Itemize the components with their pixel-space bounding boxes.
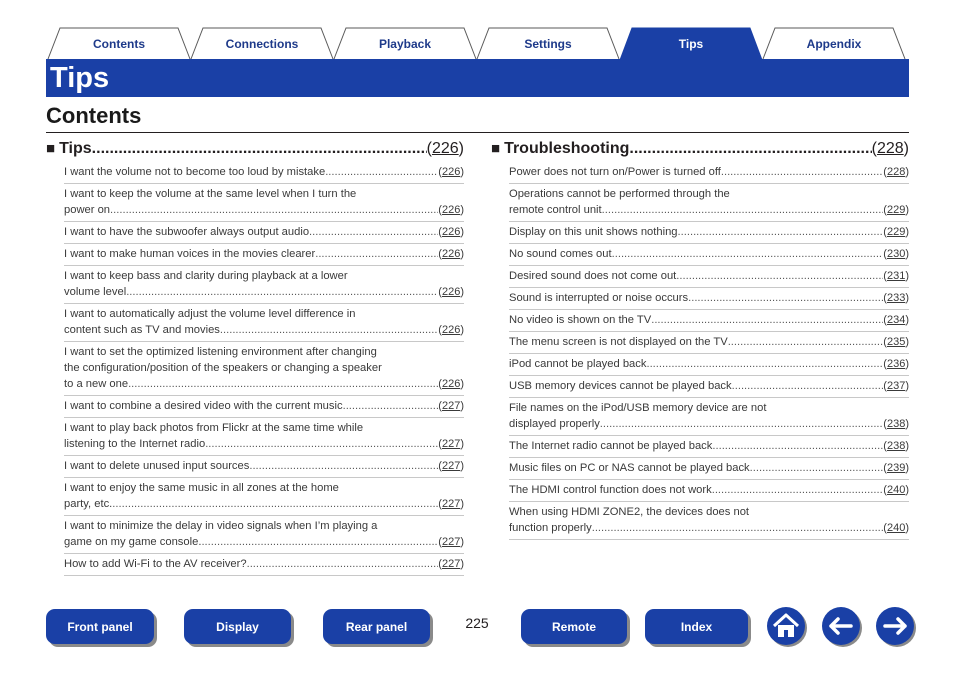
back-button[interactable] (822, 607, 860, 645)
toc-item-page-link[interactable]: (226) (438, 166, 464, 178)
toc-item-text: I want to keep bass and clarity during playback at a lower (64, 270, 348, 282)
toc-item-text: No sound comes out (509, 248, 612, 260)
tips-section-page[interactable]: (226) (426, 140, 464, 157)
leader-dots (651, 312, 883, 328)
troubleshooting-column (491, 140, 909, 540)
troubleshooting-section-page[interactable]: (228) (871, 140, 909, 157)
toc-item[interactable] (64, 478, 464, 516)
toc-item[interactable] (64, 244, 464, 266)
toc-item[interactable] (64, 304, 464, 342)
toc-item[interactable] (509, 244, 909, 266)
title-band (46, 59, 909, 97)
toc-item-page-link[interactable]: (238) (883, 440, 909, 452)
toc-item-page-link[interactable]: (227) (438, 536, 464, 548)
toc-item-text: volume level (64, 286, 127, 298)
forward-arrow-icon (876, 607, 914, 645)
back-arrow-icon (822, 607, 860, 645)
toc-item-page-link[interactable]: (226) (438, 248, 464, 260)
toc-item-page-link[interactable]: (226) (438, 286, 464, 298)
toc-item-text: Sound is interrupted or noise occurs (509, 292, 689, 304)
toc-item-page-link[interactable]: (226) (438, 226, 464, 238)
toc-item-page-link[interactable]: (234) (883, 314, 909, 326)
toc-item-text: Display on this unit shows nothing (509, 226, 678, 238)
tips-column (46, 140, 464, 576)
tab-contents[interactable]: Contents (93, 37, 145, 51)
leader-dots (201, 534, 438, 550)
toc-item-text: to a new one (64, 378, 129, 390)
leader-dots (249, 458, 438, 474)
leader-dots (602, 202, 884, 218)
toc-item-page-link[interactable]: (236) (883, 358, 909, 370)
toc-item-text: The HDMI control function does not work (509, 484, 712, 496)
toc-item[interactable] (509, 184, 909, 222)
contents-heading: Contents (46, 103, 142, 128)
toc-item[interactable] (64, 342, 464, 396)
leader-dots (646, 356, 883, 372)
tips-item-list (64, 162, 464, 576)
toc-item-text: iPod cannot be played back (509, 358, 647, 370)
rear-panel-button[interactable]: Rear panel (323, 609, 430, 644)
toc-item[interactable] (509, 162, 909, 184)
toc-item-page-link[interactable]: (226) (438, 378, 464, 390)
toc-item-text: I want to delete unused input sources (64, 460, 250, 472)
toc-item-text: I want to set the optimized listening environment after changing (64, 346, 377, 358)
leader-dots (732, 378, 884, 394)
toc-item[interactable] (509, 398, 909, 436)
toc-item-text: The menu screen is not displayed on the TV (509, 336, 728, 348)
toc-item-text: File names on the iPod/USB memory device are not (509, 402, 767, 414)
leader-dots (126, 284, 438, 300)
leader-dots (728, 334, 884, 350)
toc-item-text: No video is shown on the TV (509, 314, 652, 326)
toc-item[interactable] (509, 332, 909, 354)
toc-item-page-link[interactable]: (226) (438, 324, 464, 336)
leader-dots (712, 438, 883, 454)
toc-item-page-link[interactable]: (227) (438, 498, 464, 510)
toc-item-text: I want to automatically adjust the volume level difference in (64, 308, 356, 320)
tab-tips[interactable]: Tips (678, 37, 704, 51)
leader-dots (128, 376, 438, 392)
leader-dots (309, 224, 438, 240)
toc-item[interactable] (64, 396, 464, 418)
toc-item-text: Desired sound does not come out (509, 270, 677, 282)
leader-dots (112, 496, 438, 512)
toc-item[interactable] (509, 310, 909, 332)
toc-item[interactable] (509, 376, 909, 398)
toc-item-text: power on (64, 204, 111, 216)
toc-item[interactable] (64, 266, 464, 304)
toc-item-text: I want to minimize the delay in video signals when I’m playing a (64, 520, 378, 532)
toc-item-page-link[interactable]: (229) (883, 204, 909, 216)
toc-item-text: Operations cannot be performed through the (509, 188, 730, 200)
toc-item-page-link[interactable]: (227) (438, 438, 464, 450)
troubleshooting-section-title: Troubleshooting (504, 140, 630, 157)
toc-item-text: remote control unit (509, 204, 602, 216)
toc-item-text: game on my game console. (64, 536, 202, 548)
toc-item[interactable] (64, 516, 464, 554)
square-bullet-icon: ■ (491, 140, 501, 157)
toc-item-page-link[interactable]: (226) (438, 204, 464, 216)
leader-dots (676, 268, 883, 284)
toc-item-text: Power does not turn on/Power is turned off (509, 166, 721, 178)
leader-dots (205, 436, 438, 452)
troubleshooting-section-header[interactable] (491, 140, 909, 160)
home-button[interactable] (767, 607, 805, 645)
leader-dots (110, 202, 438, 218)
toc-item-text: listening to the Internet radio (64, 438, 206, 450)
page-number: 225 (465, 615, 489, 631)
tips-section-header[interactable] (46, 140, 464, 160)
toc-item-text: I want to combine a desired video with the current music (64, 400, 343, 412)
toc-item-page-link[interactable]: (227) (438, 558, 464, 570)
toc-item-text: displayed properly (509, 418, 600, 430)
toc-item-text: When using HDMI ZONE2, the devices does not (509, 506, 750, 518)
toc-item[interactable] (64, 554, 464, 576)
toc-item-text: the configuration/position of the speakers or changing a speaker (64, 362, 382, 374)
toc-item-text: content such as TV and movies (64, 324, 220, 336)
toc-item-text: I want to keep the volume at the same level when I turn the (64, 188, 357, 200)
leader-dots (600, 416, 884, 432)
leader-dots (712, 482, 884, 498)
toc-item[interactable] (64, 222, 464, 244)
page-title: Tips (50, 62, 110, 94)
tab-settings[interactable]: Settings (524, 37, 572, 51)
leader-dots (629, 140, 871, 158)
toc-item-text: I want to make human voices in the movies clearer (64, 248, 316, 260)
leader-dots (247, 556, 439, 572)
toc-item[interactable] (509, 480, 909, 502)
leader-dots (750, 460, 884, 476)
toc-item-text: Music files on PC or NAS cannot be played back (509, 462, 750, 474)
toc-item-page-link[interactable]: (240) (883, 522, 909, 534)
toc-item[interactable] (509, 266, 909, 288)
toc-item-text: I want to enjoy the same music in all zones at the home (64, 482, 339, 494)
remote-button[interactable]: Remote (521, 609, 627, 644)
front-panel-button[interactable]: Front panel (46, 609, 154, 644)
toc-item[interactable] (64, 456, 464, 478)
toc-item-page-link[interactable]: (237) (883, 380, 909, 392)
troubleshooting-item-list (509, 162, 909, 540)
tab-bar (46, 26, 910, 60)
toc-item[interactable] (509, 354, 909, 376)
toc-item-text: I want to play back photos from Flickr at the same time while (64, 422, 364, 434)
tab-appendix[interactable]: Appendix (806, 37, 862, 51)
tab-playback[interactable]: Playback (378, 37, 432, 51)
toc-item[interactable] (509, 458, 909, 480)
tab-connections[interactable]: Connections (225, 37, 299, 51)
toc-item-page-link[interactable]: (228) (883, 166, 909, 178)
leader-dots (592, 520, 884, 536)
heading-rule (46, 132, 909, 133)
toc-item[interactable] (509, 222, 909, 244)
forward-button[interactable] (876, 607, 914, 645)
leader-dots (325, 164, 438, 180)
toc-item-text: I want the volume not to become too loud by mistake (64, 166, 326, 178)
toc-item-text: party, etc. (64, 498, 113, 510)
toc-item[interactable] (64, 418, 464, 456)
index-button[interactable]: Index (645, 609, 748, 644)
toc-item-text: function properly (509, 522, 592, 534)
toc-item[interactable] (509, 288, 909, 310)
leader-dots (688, 290, 883, 306)
toc-item-page-link[interactable]: (231) (883, 270, 909, 282)
toc-item-page-link[interactable]: (227) (438, 460, 464, 472)
toc-item-text: USB memory devices cannot be played back (509, 380, 732, 392)
leader-dots (678, 224, 884, 240)
toc-item-page-link[interactable]: (229) (883, 226, 909, 238)
toc-item[interactable] (64, 184, 464, 222)
leader-dots (721, 164, 883, 180)
toc-item-page-link[interactable]: (239) (883, 462, 909, 474)
toc-item-page-link[interactable]: (233) (883, 292, 909, 304)
toc-item[interactable] (509, 502, 909, 540)
leader-dots (343, 398, 439, 414)
leader-dots (220, 322, 438, 338)
toc-item-page-link[interactable]: (230) (883, 248, 909, 260)
toc-item-text: I want to have the subwoofer always output audio (64, 226, 310, 238)
toc-item-text: The Internet radio cannot be played back (509, 440, 713, 452)
toc-item-page-link[interactable]: (235) (883, 336, 909, 348)
toc-item-page-link[interactable]: (238) (883, 418, 909, 430)
leader-dots (612, 246, 884, 262)
leader-dots (92, 140, 427, 158)
toc-item[interactable] (509, 436, 909, 458)
toc-item-text: How to add Wi-Fi to the AV receiver? (64, 558, 247, 570)
square-bullet-icon: ■ (46, 140, 56, 157)
toc-item-page-link[interactable]: (227) (438, 400, 464, 412)
toc-item[interactable] (64, 162, 464, 184)
home-icon (767, 607, 805, 645)
tips-section-title: Tips (59, 140, 92, 157)
display-button[interactable]: Display (184, 609, 291, 644)
toc-item-page-link[interactable]: (240) (883, 484, 909, 496)
leader-dots (315, 246, 438, 262)
